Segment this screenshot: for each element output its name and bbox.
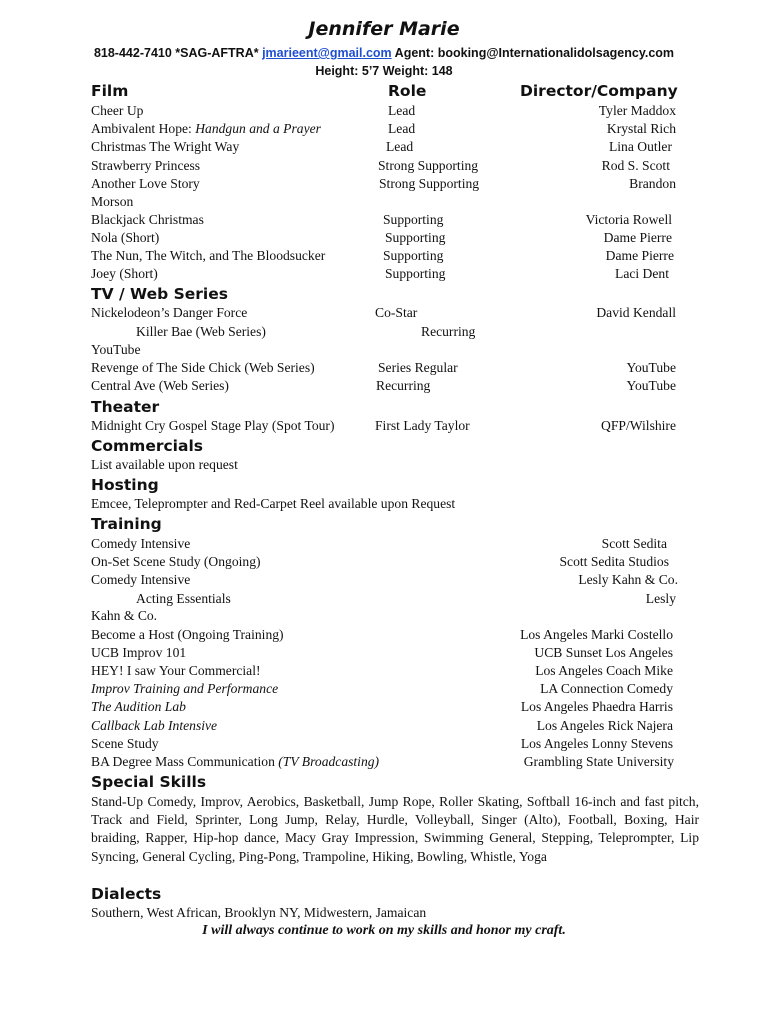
film-role: Supporting — [383, 248, 444, 263]
training-course: Comedy Intensive — [91, 536, 191, 551]
film-role: Lead — [388, 121, 416, 136]
training-course: Scene Study — [91, 736, 159, 751]
film-row — [0, 121, 768, 139]
section-heading-dialects: Dialects — [91, 885, 162, 903]
film-row — [0, 158, 768, 176]
theater-row — [0, 418, 768, 436]
tv-company: YouTube — [626, 360, 676, 375]
film-company: Brandon — [629, 176, 676, 191]
film-title: Ambivalent Hope: Handgun and a Prayer — [91, 121, 321, 136]
film-row — [0, 103, 768, 121]
training-row — [0, 699, 768, 717]
hosting-text: Emcee, Teleprompter and Red-Carpet Reel available upon Request — [91, 496, 456, 511]
section-heading-tv: TV / Web Series — [91, 285, 228, 303]
training-school: Grambling State University — [523, 754, 674, 769]
tv-title: YouTube — [91, 342, 141, 357]
film-title: Nola (Short) — [91, 230, 160, 245]
training-school: Scott Sedita Studios — [559, 554, 669, 569]
section-heading-commercials: Commercials — [91, 437, 203, 455]
film-company: Dame Pierre — [603, 230, 672, 245]
agent-contact: Agent: booking@Internationalidolsagency.com — [391, 46, 675, 60]
training-row — [0, 554, 768, 572]
film-row — [0, 139, 768, 157]
training-row — [0, 591, 768, 609]
film-title: Blackjack Christmas — [91, 212, 204, 227]
film-role: Supporting — [385, 230, 446, 245]
training-course: Improv Training and Performance — [91, 681, 279, 696]
training-school: Los Angeles Coach Mike — [535, 663, 673, 678]
dialects-text: Southern, West African, Brooklyn NY, Midwestern, Jamaican — [91, 905, 427, 920]
film-title: Joey (Short) — [91, 266, 158, 281]
film-company: Tyler Maddox — [598, 103, 676, 118]
training-course: Comedy Intensive — [91, 572, 191, 587]
training-school: Los Angeles Phaedra Harris — [520, 699, 673, 714]
column-heading-company: Director/Company — [520, 82, 678, 100]
section-heading-film: Film — [91, 82, 129, 100]
tv-row — [0, 378, 768, 396]
film-company: Rod S. Scott — [601, 158, 670, 173]
tv-role: Series Regular — [378, 360, 458, 375]
training-course: Kahn & Co. — [91, 608, 158, 623]
film-role: Lead — [386, 139, 414, 154]
film-role: Lead — [388, 103, 416, 118]
tv-company: David Kendall — [596, 305, 676, 320]
training-course: Acting Essentials — [136, 591, 231, 606]
film-title: The Nun, The Witch, and The Bloodsucker — [91, 248, 326, 263]
training-school: Los Angeles Rick Najera — [536, 718, 673, 733]
film-company: Laci Dent — [615, 266, 669, 281]
training-row — [0, 608, 768, 626]
tv-company: YouTube — [626, 378, 676, 393]
commercials-text-row — [0, 457, 768, 475]
training-row — [0, 627, 768, 645]
training-course: HEY! I saw Your Commercial! — [91, 663, 261, 678]
section-heading-training: Training — [91, 515, 162, 533]
theater-company: QFP/Wilshire — [601, 418, 676, 433]
training-row — [0, 536, 768, 554]
film-role: Strong Supporting — [379, 176, 480, 191]
film-title: Christmas The Wright Way — [91, 139, 240, 154]
section-heading-skills: Special Skills — [91, 773, 207, 791]
film-role: Supporting — [385, 266, 446, 281]
film-company: Lina Outler — [608, 139, 672, 154]
theater-role: First Lady Taylor — [375, 418, 470, 433]
theater-title: Midnight Cry Gospel Stage Play (Spot Tour) — [91, 418, 335, 433]
tv-row — [0, 305, 768, 323]
training-course: Callback Lab Intensive — [91, 718, 218, 733]
training-school: Los Angeles Marki Costello — [520, 627, 673, 642]
training-course: UCB Improv 101 — [91, 645, 187, 660]
height-weight: Height: 5’7 Weight: 148 — [315, 64, 453, 78]
training-row — [0, 718, 768, 736]
film-role: Strong Supporting — [378, 158, 479, 173]
contact-line — [0, 46, 768, 60]
dialects-text-row — [0, 905, 768, 923]
training-course: The Audition Lab — [91, 699, 186, 714]
film-title: Morson — [91, 194, 134, 209]
closing-statement: I will always continue to work on my skills and honor my craft. — [202, 923, 566, 938]
training-row — [0, 754, 768, 772]
film-row — [0, 176, 768, 194]
film-company: Dame Pierre — [605, 248, 674, 263]
film-company: Krystal Rich — [606, 121, 676, 136]
training-school: Los Angeles Lonny Stevens — [520, 736, 673, 751]
tv-title: Revenge of The Side Chick (Web Series) — [91, 360, 315, 375]
film-title: Cheer Up — [91, 103, 144, 118]
section-heading-hosting: Hosting — [91, 476, 159, 494]
film-company: Victoria Rowell — [585, 212, 672, 227]
training-course: Become a Host (Ongoing Training) — [91, 627, 284, 642]
training-course: On-Set Scene Study (Ongoing) — [91, 554, 261, 569]
film-row — [0, 212, 768, 230]
tv-row — [0, 360, 768, 378]
column-heading-role: Role — [388, 82, 427, 100]
email-link[interactable]: jmarieent@gmail.com — [262, 46, 392, 60]
training-row — [0, 736, 768, 754]
section-heading-theater: Theater — [91, 398, 160, 416]
tv-title: Nickelodeon’s Danger Force — [91, 305, 248, 320]
training-school: Scott Sedita — [601, 536, 667, 551]
training-school: Lesly Kahn & Co. — [578, 572, 678, 587]
hosting-text-row — [0, 496, 768, 514]
tv-role: Co-Star — [375, 305, 418, 320]
commercials-text: List available upon request — [91, 457, 238, 472]
actor-name: Jennifer Marie — [308, 18, 460, 40]
skills-text: Stand-Up Comedy, Improv, Aerobics, Basketball, Jump Rope, Roller Skating, Softball 16-inch and fast pitch, Track and Field, Sprinter, Long Jump, Relay, Hurdle, Volleyball, Singer (Alto), Football, Boxing, Hair braiding, Rapper, Hip-hop dance, Macy Gray Impression, Swimming General, Stepping, Teleprompter, Lip Syncing, General Cycling, Ping-Pong, Trampoline, Hiking, Bowling, Whistle, Yoga — [91, 794, 699, 864]
tv-role: Recurring — [421, 324, 476, 339]
training-school: Lesly — [645, 591, 676, 606]
training-row — [0, 645, 768, 663]
tv-title: Central Ave (Web Series) — [91, 378, 229, 393]
training-school: UCB Sunset Los Angeles — [534, 645, 673, 660]
film-title: Another Love Story — [91, 176, 200, 191]
tv-title: Killer Bae (Web Series) — [136, 324, 266, 339]
film-row — [0, 230, 768, 248]
training-school: LA Connection Comedy — [540, 681, 673, 696]
film-role: Supporting — [383, 212, 444, 227]
tv-role: Recurring — [376, 378, 431, 393]
training-row — [0, 663, 768, 681]
film-row — [0, 248, 768, 266]
training-course: BA Degree Mass Communication (TV Broadcasting) — [91, 754, 380, 769]
film-row — [0, 266, 768, 284]
tv-row — [0, 324, 768, 342]
phone-union: 818-442-7410 *SAG-AFTRA* — [93, 46, 263, 60]
film-title: Strawberry Princess — [91, 158, 201, 173]
training-row — [0, 572, 768, 590]
tv-row — [0, 342, 768, 360]
training-row — [0, 681, 768, 699]
film-row — [0, 194, 768, 212]
